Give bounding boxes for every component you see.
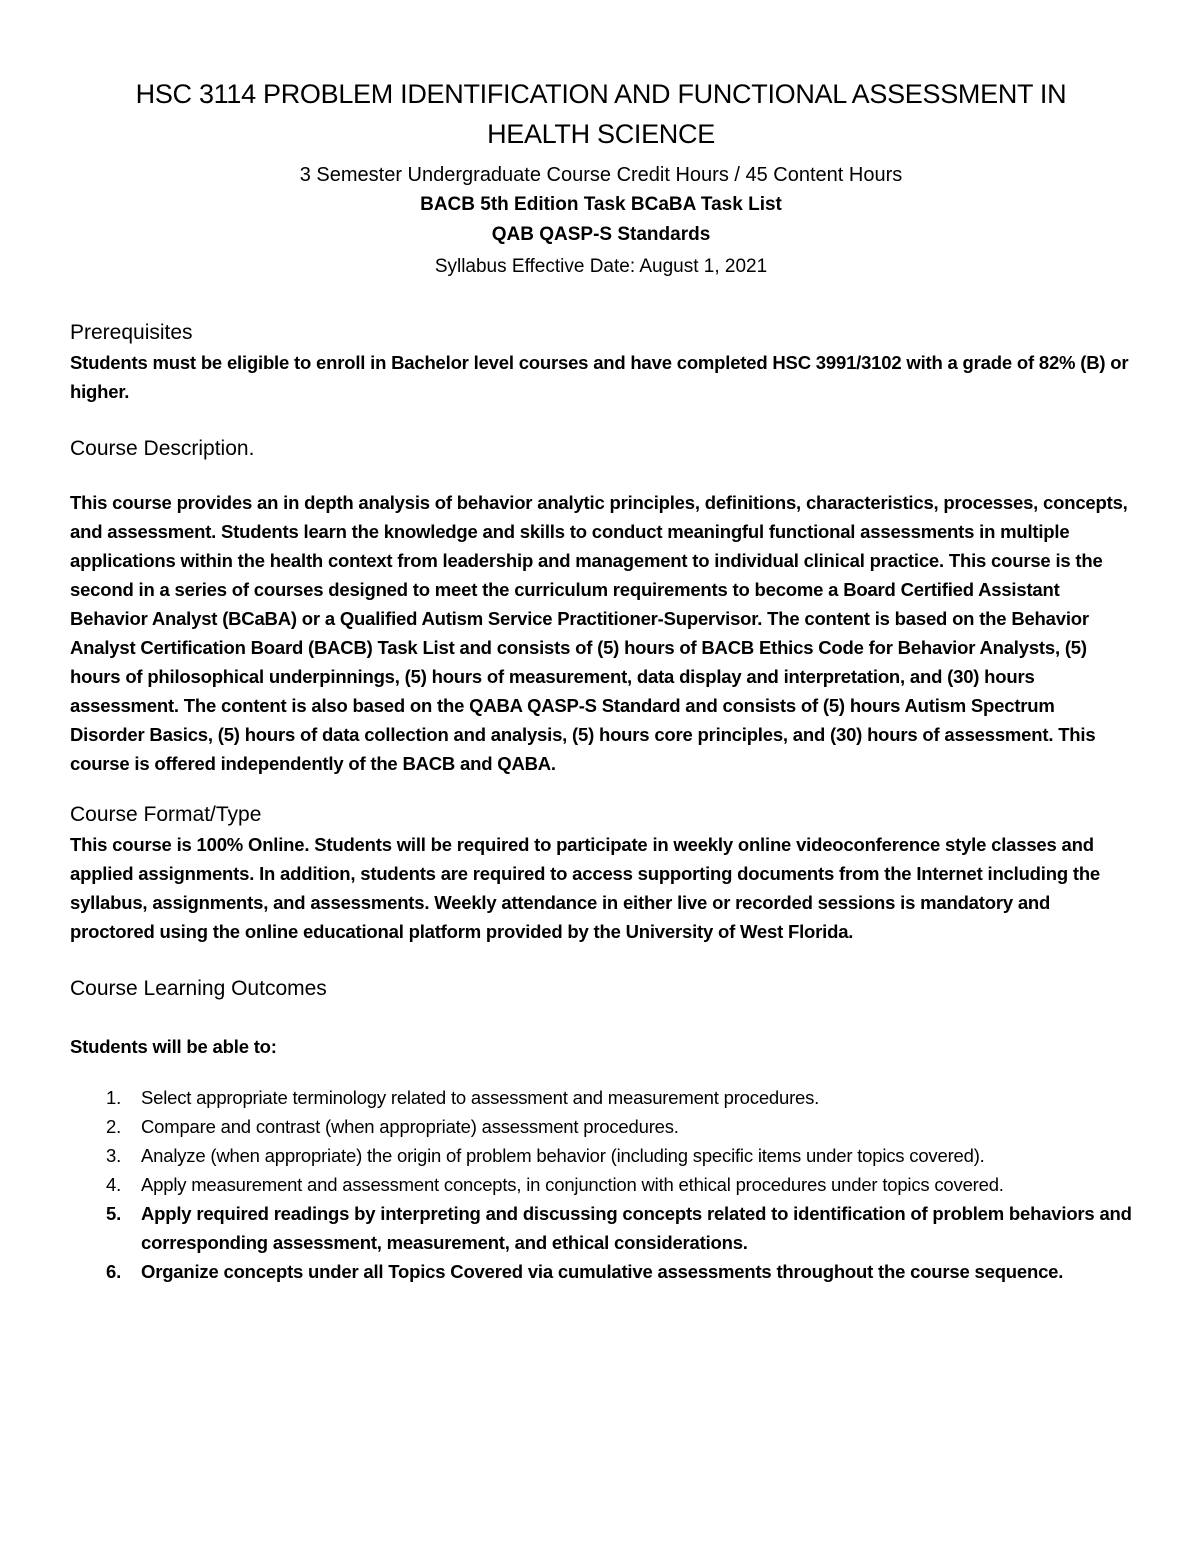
course-title	[70, 74, 1132, 154]
qab-standards: QAB QASP-S Standards	[491, 224, 711, 245]
list-item-number: 3.	[106, 1145, 122, 1166]
syllabus-page	[70, 70, 1132, 1286]
list-item-text: Apply required readings by interpreting and discussing concepts related to identification of problem behaviors and corresponding assessment, measurement, and ethical considerations.	[141, 1203, 1132, 1253]
format-heading: Course Format/Type	[70, 803, 262, 826]
description-section	[70, 434, 1132, 778]
list-item-number: 2.	[106, 1116, 122, 1137]
description-heading: Course Description.	[70, 437, 255, 460]
description-text: This course provides an in depth analysis of behavior analytic principles, definitions, characteristics, processes, concepts, and assessment. Students learn the knowledge and skills to conduct meaningful functional assessments in multiple applications within the health context from leadership and management to individual clinical practice. This course is the second in a series of courses designed to meet the curriculum requirements to become a Board Certified Assistant Behavior Analyst (BCaBA) or a Qualified Autism Service Practitioner-Supervisor. The content is based on the Behavior Analyst Certification Board (BACB) Task List and consists of (5) hours of BACB Ethics Code for Behavior Analysts, (5) hours of philosophical underpinnings, (5) hours of measurement, data display and interpretation, and (30) hours assessment. The content is also based on the QABA QASP-S Standard and consists of (5) hours Autism Spectrum Disorder Basics, (5) hours of data collection and analysis, (5) hours core principles, and (30) hours of assessment. This course is offered independently of the BACB and QABA.	[70, 492, 1128, 774]
list-item-text: Organize concepts under all Topics Covered via cumulative assessments throughout the course sequence.	[141, 1261, 1064, 1282]
bacb-task-list: BACB 5th Edition Task BCaBA Task List	[420, 194, 782, 215]
list-item	[70, 1083, 1132, 1112]
list-item-text: Select appropriate terminology related to assessment and measurement procedures.	[141, 1087, 820, 1108]
document-header	[70, 74, 1132, 284]
list-item	[70, 1112, 1132, 1141]
list-item	[70, 1141, 1132, 1170]
outcomes-section	[70, 974, 1132, 1286]
list-item-number: 6.	[106, 1261, 122, 1282]
list-item	[70, 1257, 1132, 1286]
outcomes-heading: Course Learning Outcomes	[70, 977, 327, 1000]
outcomes-list	[70, 1083, 1132, 1286]
outcomes-intro: Students will be able to:	[70, 1036, 277, 1057]
list-item-text: Compare and contrast (when appropriate) assessment procedures.	[141, 1116, 679, 1137]
list-item-text: Analyze (when appropriate) the origin of problem behavior (including specific items under topics covered).	[141, 1145, 985, 1166]
prerequisites-text: Students must be eligible to enroll in Bachelor level courses and have completed HSC 3991/3102 with a grade of 82% (B) or higher.	[70, 352, 1129, 402]
credit-hours: 3 Semester Undergraduate Course Credit Hours / 45 Content Hours	[299, 164, 903, 186]
effective-date: Syllabus Effective Date: August 1, 2021	[434, 256, 768, 277]
prerequisites-section	[70, 318, 1132, 406]
list-item-number: 5.	[106, 1203, 122, 1224]
list-item-number: 4.	[106, 1174, 122, 1195]
prerequisites-heading: Prerequisites	[70, 321, 193, 344]
course-title-line2: HEALTH SCIENCE	[487, 119, 715, 149]
list-item-number: 1.	[106, 1087, 122, 1108]
list-item-text: Apply measurement and assessment concepts, in conjunction with ethical procedures under topics covered.	[141, 1174, 1004, 1195]
list-item	[70, 1170, 1132, 1199]
list-item	[70, 1199, 1132, 1257]
course-title-line1: HSC 3114 PROBLEM IDENTIFICATION AND FUNCTIONAL ASSESSMENT IN	[135, 79, 1067, 109]
format-text: This course is 100% Online. Students will be required to participate in weekly online videoconference style classes and applied assignments. In addition, students are required to access supporting documents from the Internet including the syllabus, assignments, and assessments. Weekly attendance in either live or recorded sessions is mandatory and proctored using the online educational platform provided by the University of West Florida.	[70, 834, 1101, 942]
format-section	[70, 800, 1132, 946]
